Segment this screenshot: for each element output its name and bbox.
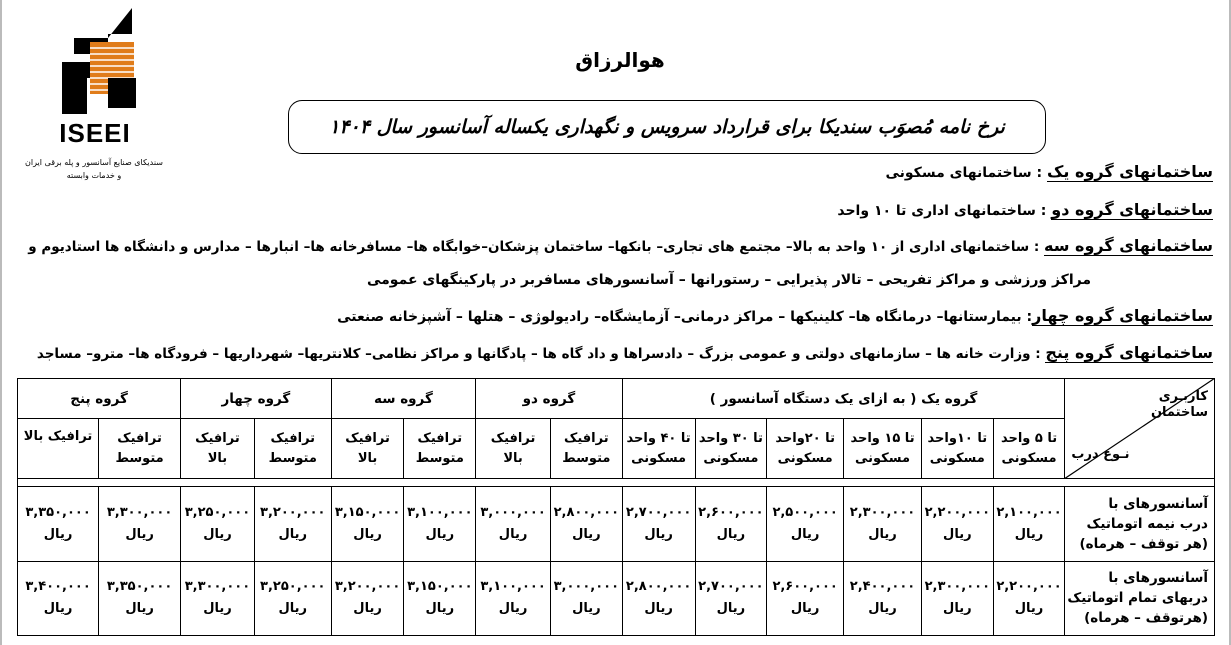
subheader-line: تا ۱۵ واحد (850, 430, 915, 446)
doc-subtitle: نرخ نامه مُصوَب سندیکا برای قرارداد سرویس و نگهداری یکساله آسانسور سال ۱۴۰۴ (329, 116, 1005, 138)
price-cell (18, 487, 99, 561)
group-5-text: وزارت خانه ها – سازمانهای دولتی و عمومی بزرگ – دادسراها و داد گاه ها – پادگانها و مراکز نظامی– کلانتریها– شهرداریها – فرودگاه ها– مترو– مساجد (36, 346, 1031, 362)
price-value: ۳,۳۵۰,۰۰۰ (25, 505, 91, 521)
subheader-cell (331, 419, 404, 479)
price-cell (476, 487, 551, 561)
price-cell (18, 561, 99, 635)
subheader-line: متوسط (415, 450, 464, 466)
group-1-line (885, 162, 1213, 181)
table-subheader-row (18, 419, 1215, 479)
group-header-3: گروه سه (331, 379, 475, 419)
price-currency: ریال (716, 527, 746, 543)
row-label-line: (هرتوقف – هرماه) (1084, 610, 1208, 627)
price-cell (844, 561, 922, 635)
price-currency: ریال (790, 601, 820, 617)
logo-wordmark: ISEEI (59, 118, 131, 148)
subheader-line: ترافیک (270, 430, 316, 446)
price-value: ۲,۱۰۰,۰۰۰ (996, 505, 1062, 521)
price-cell (844, 487, 922, 561)
price-cell (99, 561, 181, 635)
price-value: ۳,۱۰۰,۰۰۰ (480, 579, 546, 595)
price-value: ۲,۲۰۰,۰۰۰ (996, 579, 1062, 595)
subheader-line: مسکونی (631, 450, 687, 466)
price-value: ۲,۵۰۰,۰۰۰ (772, 505, 838, 521)
price-cell (181, 487, 255, 561)
price-value: ۳,۲۰۰,۰۰۰ (260, 505, 326, 521)
price-value: ۳,۲۵۰,۰۰۰ (184, 505, 251, 521)
corner-bottom-label: نـوع درب (1071, 447, 1130, 463)
price-currency: ریال (1014, 527, 1044, 543)
price-cell (993, 487, 1065, 561)
price-currency: ریال (868, 527, 897, 543)
rates-table (17, 378, 1215, 636)
corner-top-label (1151, 389, 1208, 421)
subheader-cell (993, 419, 1065, 479)
subheader-line: ترافیک (564, 430, 609, 446)
price-value: ۳,۱۰۰,۰۰۰ (407, 505, 473, 521)
iseei-logo (52, 8, 142, 118)
price-currency: ریال (498, 527, 528, 543)
group-2-text: ساختمانهای اداری تا ۱۰ واحد (837, 203, 1036, 219)
price-value: ۳,۳۰۰,۰۰۰ (184, 579, 251, 595)
price-cell (921, 561, 993, 635)
group-3-line-cont: مراکز ورزشی و مراکز تفریحی – تالار پذیرایی – رستورانها – آسانسورهای مسافربر در پارکینگهای عمومی (366, 272, 1091, 288)
group-4-sep: : (1021, 309, 1033, 325)
group-2-line (837, 200, 1213, 219)
price-value: ۳,۱۵۰,۰۰۰ (407, 579, 473, 595)
price-cell (767, 487, 844, 561)
subheader-line: مسکونی (1001, 450, 1057, 466)
subheader-cell (550, 419, 622, 479)
logo-subtitle-line1: سندیکای صنایع آسانسور و پله برقی ایران (25, 158, 163, 167)
subheader-line: ترافیک (195, 430, 240, 446)
price-value: ۲,۸۰۰,۰۰۰ (553, 505, 620, 521)
table-row (18, 561, 1215, 635)
price-value: ۳,۱۵۰,۰۰۰ (334, 505, 401, 521)
price-value: ۲,۳۰۰,۰۰۰ (849, 505, 916, 521)
subheader-line: تا ۵ واحد (1000, 430, 1058, 446)
subheader-line: تا ۴۰ واحد (626, 430, 691, 446)
price-value: ۳,۳۵۰,۰۰۰ (106, 579, 173, 595)
price-currency: ریال (943, 527, 972, 543)
price-value: ۲,۲۰۰,۰۰۰ (924, 505, 991, 521)
price-currency: ریال (716, 601, 746, 617)
price-cell (695, 487, 767, 561)
group-4-line (337, 306, 1213, 325)
table-row (18, 487, 1215, 561)
subheader-cell (921, 419, 993, 479)
price-value: ۲,۷۰۰,۰۰۰ (625, 505, 692, 521)
price-cell (331, 561, 404, 635)
row-label-line: درب نیمه اتوماتیک (1086, 516, 1208, 533)
price-value: ۲,۸۰۰,۰۰۰ (625, 579, 692, 595)
price-value: ۳,۰۰۰,۰۰۰ (553, 579, 620, 595)
price-value: ۲,۷۰۰,۰۰۰ (698, 579, 764, 595)
page-left-border (0, 0, 2, 645)
subheader-cell (695, 419, 767, 479)
price-currency: ریال (203, 527, 232, 543)
price-value: ۳,۲۵۰,۰۰۰ (260, 579, 326, 595)
price-currency: ریال (125, 601, 154, 617)
price-currency: ریال (353, 527, 382, 543)
subheader-line: تا ۱۰واحد (927, 430, 988, 446)
doc-title: هوالرزاق (575, 48, 665, 72)
corner-top-label-1: کاربـری (1158, 389, 1208, 404)
price-currency: ریال (644, 527, 673, 543)
subheader-line: مسکونی (777, 450, 833, 466)
subheader-cell (622, 419, 695, 479)
subheader-line: متوسط (268, 450, 317, 466)
price-currency: ریال (790, 527, 820, 543)
subtitle-box (288, 100, 1046, 154)
subheader-line: بالا (503, 450, 523, 466)
price-cell (695, 561, 767, 635)
price-cell (767, 561, 844, 635)
subheader-line: تا ۳۰ واحد (698, 430, 763, 446)
subheader-line: بالا (207, 450, 228, 466)
price-currency: ریال (572, 601, 601, 617)
price-currency: ریال (43, 601, 73, 617)
price-cell (921, 487, 993, 561)
group-header-2: گروه دو (476, 379, 623, 419)
price-currency: ریال (498, 601, 528, 617)
group-2-key: ساختمانهای گروه دو (1051, 200, 1213, 219)
price-currency: ریال (644, 601, 673, 617)
group-3-line (28, 236, 1213, 255)
table-header-row (18, 379, 1215, 419)
price-cell (404, 487, 476, 561)
group-3-text: ساختمانهای اداری از ۱۰ واحد به بالا– مجتمع های تجاری– بانکها– ساختمان پزشکان–خوابگاه ها– مسافرخانه ها– انبارها – مدارس و دانشگاه ها استادیوم و (28, 239, 1030, 255)
price-currency: ریال (425, 527, 455, 543)
price-currency: ریال (1014, 601, 1044, 617)
group-5-line (37, 343, 1213, 362)
price-currency: ریال (278, 527, 308, 543)
group-5-sep: : (1030, 346, 1046, 362)
subheader-line: متوسط (562, 450, 611, 466)
spacer-cell (18, 479, 1215, 487)
price-cell (404, 561, 476, 635)
subheader-cell (254, 419, 331, 479)
corner-top-label-2: ساختمان (1150, 405, 1208, 420)
price-cell (550, 487, 622, 561)
logo-subtitle-line2: و خدمات وابسته (66, 171, 122, 180)
subheader-line: ترافیک (417, 430, 463, 446)
logo-subtitle (24, 156, 164, 182)
price-cell (550, 561, 622, 635)
subheader-cell (476, 419, 551, 479)
price-currency: ریال (943, 601, 972, 617)
row-label-line: دربهای تمام اتوماتیک (1067, 590, 1208, 607)
price-cell (331, 487, 404, 561)
price-cell (476, 561, 551, 635)
subheader-line: تا ۲۰واحد (775, 430, 835, 446)
price-value: ۳,۲۰۰,۰۰۰ (334, 579, 401, 595)
subheader-cell (181, 419, 255, 479)
subheader-line: مسکونی (703, 450, 759, 466)
row-label-full-auto (1065, 561, 1215, 635)
group-1-key: ساختمانهای گروه یک (1047, 162, 1213, 181)
subheader-cell (844, 419, 922, 479)
group-4-key: ساختمانهای گروه چهار (1032, 306, 1213, 325)
price-cell (254, 487, 331, 561)
price-cell (181, 561, 255, 635)
subheader-line: مسکونی (855, 450, 911, 466)
subheader-line: ترافیک (345, 430, 390, 446)
group-1-sep: : (1031, 165, 1048, 181)
subheader-line: ترافیک بالا (23, 429, 93, 445)
price-currency: ریال (868, 601, 897, 617)
row-label-line: آسانسورهای با (1108, 496, 1208, 513)
price-value: ۲,۶۰۰,۰۰۰ (772, 579, 838, 595)
price-currency: ریال (203, 601, 232, 617)
price-currency: ریال (278, 601, 308, 617)
group-header-5: گروه پنج (18, 379, 181, 419)
row-label-semi-auto (1065, 487, 1215, 561)
price-value: ۳,۳۰۰,۰۰۰ (106, 505, 173, 521)
price-value: ۲,۶۰۰,۰۰۰ (698, 505, 764, 521)
price-currency: ریال (425, 601, 455, 617)
group-3-sep: : (1029, 239, 1044, 255)
group-header-4: گروه چهار (181, 379, 332, 419)
price-currency: ریال (353, 601, 382, 617)
group-header-1: گروه یک ( به ازای یک دستگاه آسانسور ) (622, 379, 1065, 419)
corner-cell (1065, 379, 1215, 479)
price-currency: ریال (125, 527, 154, 543)
group-4-text: بیمارستانها– درمانگاه ها– کلینیکها – مراکز درمانی– آزمایشگاه– رادیولوژی – هتلها – آشپزخانه صنعتی (337, 309, 1022, 325)
subheader-cell (18, 419, 99, 479)
price-cell (622, 561, 695, 635)
subheader-cell (767, 419, 844, 479)
subheader-line: ترافیک (490, 430, 536, 446)
subheader-cell (99, 419, 181, 479)
row-label-line: آسانسورهای با (1108, 570, 1208, 587)
subheader-line: ترافیک (117, 430, 162, 446)
group-1-text: ساختمانهای مسکونی (885, 165, 1032, 181)
subheader-line: متوسط (115, 450, 164, 466)
group-2-sep: : (1035, 203, 1052, 219)
price-value: ۲,۴۰۰,۰۰۰ (849, 579, 916, 595)
subheader-line: مسکونی (929, 450, 985, 466)
subheader-line: بالا (357, 450, 378, 466)
price-value: ۳,۰۰۰,۰۰۰ (480, 505, 546, 521)
group-5-key: ساختمانهای گروه پنج (1045, 343, 1213, 362)
price-cell (993, 561, 1065, 635)
price-cell (99, 487, 181, 561)
price-currency: ریال (572, 527, 601, 543)
price-currency: ریال (43, 527, 73, 543)
price-value: ۲,۳۰۰,۰۰۰ (924, 579, 991, 595)
subheader-cell (404, 419, 476, 479)
group-3-key: ساختمانهای گروه سه (1043, 236, 1213, 255)
price-cell (254, 561, 331, 635)
price-cell (622, 487, 695, 561)
price-value: ۳,۴۰۰,۰۰۰ (25, 579, 91, 595)
row-label-line: (هر توقف – هرماه) (1079, 536, 1208, 553)
table-spacer-row (18, 479, 1215, 487)
